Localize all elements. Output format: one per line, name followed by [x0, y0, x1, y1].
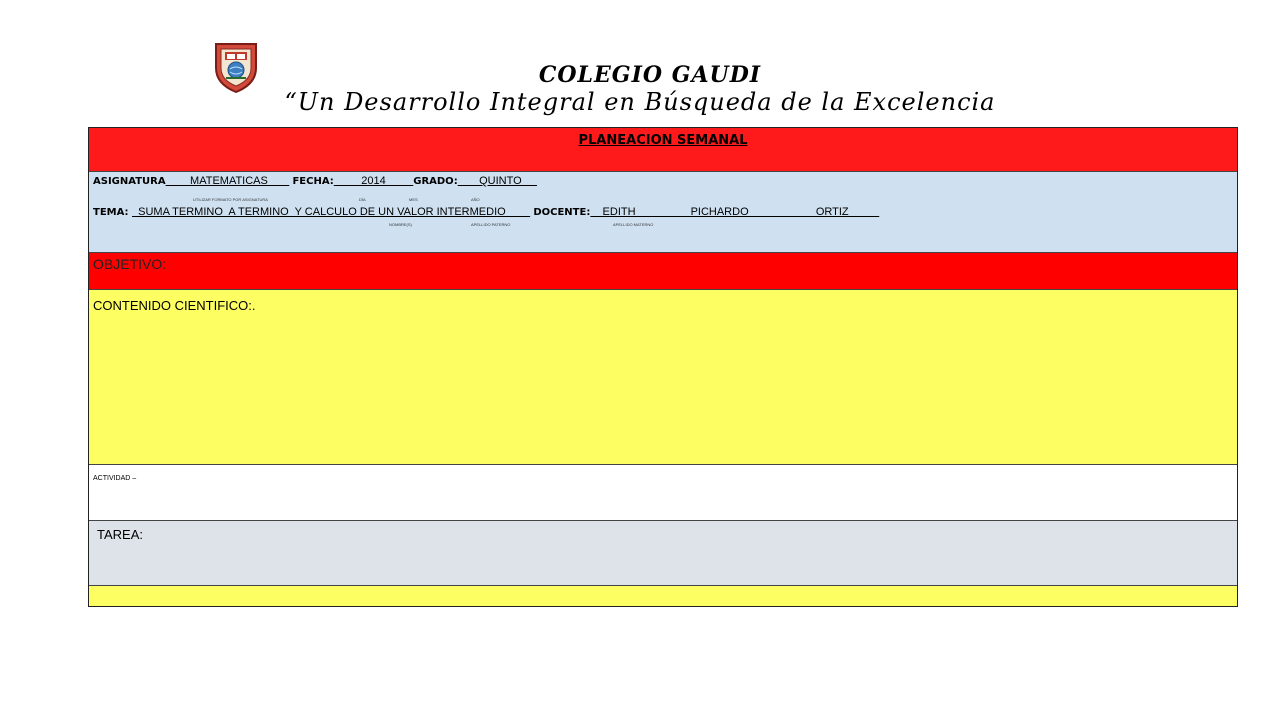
fecha-label: FECHA	[292, 176, 330, 187]
tema-value[interactable]: SUMA TERMINO A TERMINO Y CALCULO DE UN VALOR INTERMEDIO	[132, 206, 531, 218]
docente-value[interactable]: EDITH PICHARDO ORTIZ	[590, 206, 880, 218]
activity-row[interactable]	[89, 465, 1237, 521]
weekly-plan-table	[88, 127, 1238, 607]
tarea-label: TAREA:	[97, 527, 143, 542]
asignatura-label: ASIGNATURA	[93, 176, 166, 187]
hint-ano: AÑO	[471, 197, 480, 202]
topic-line: TEMA: SUMA TERMINO A TERMINO Y CALCULO DE UN VALOR INTERMEDIO DOCENTE: EDITH PICHARDO ORTIZ	[93, 206, 880, 218]
hint-materno: APELLIDO MATERNO	[613, 222, 654, 227]
actividad-label: ACTIVIDAD –	[93, 475, 137, 482]
hint-dia: DÍA	[359, 197, 366, 202]
content-row[interactable]	[89, 290, 1237, 465]
asignatura-value[interactable]: MATEMATICAS	[165, 175, 290, 187]
hint-nombres: NOMBRE(S)	[389, 222, 412, 227]
plan-title: PLANEACION SEMANAL	[578, 133, 748, 148]
hint-paterno: APELLIDO PATERNO	[471, 222, 511, 227]
plan-title-row	[89, 128, 1237, 172]
school-name: COLEGIO GAUDI	[538, 62, 762, 88]
school-motto: “Un Desarrollo Integral en Búsqueda de la Excelencia	[284, 88, 996, 116]
contenido-label: CONTENIDO CIENTIFICO:.	[93, 298, 256, 313]
grado-value[interactable]: QUINTO	[457, 175, 537, 187]
objetivo-label: OBJETIVO:	[93, 256, 167, 272]
task-row[interactable]	[89, 521, 1237, 586]
hint-mes: MES	[409, 197, 418, 202]
grado-label: GRADO	[413, 176, 454, 187]
tema-label: TEMA	[93, 207, 125, 218]
footer-row	[89, 586, 1237, 606]
fecha-value[interactable]: 2014	[333, 175, 414, 187]
subject-line: ASIGNATURA MATEMATICAS FECHA: 2014 GRADO: QUINTO	[93, 175, 537, 187]
docente-label: DOCENTE	[533, 207, 587, 218]
objective-row[interactable]	[89, 253, 1237, 290]
hint-asignatura: UTILIZAR FORMATO POR ASIGNATURA	[193, 197, 268, 202]
plan-info-row	[89, 172, 1237, 253]
